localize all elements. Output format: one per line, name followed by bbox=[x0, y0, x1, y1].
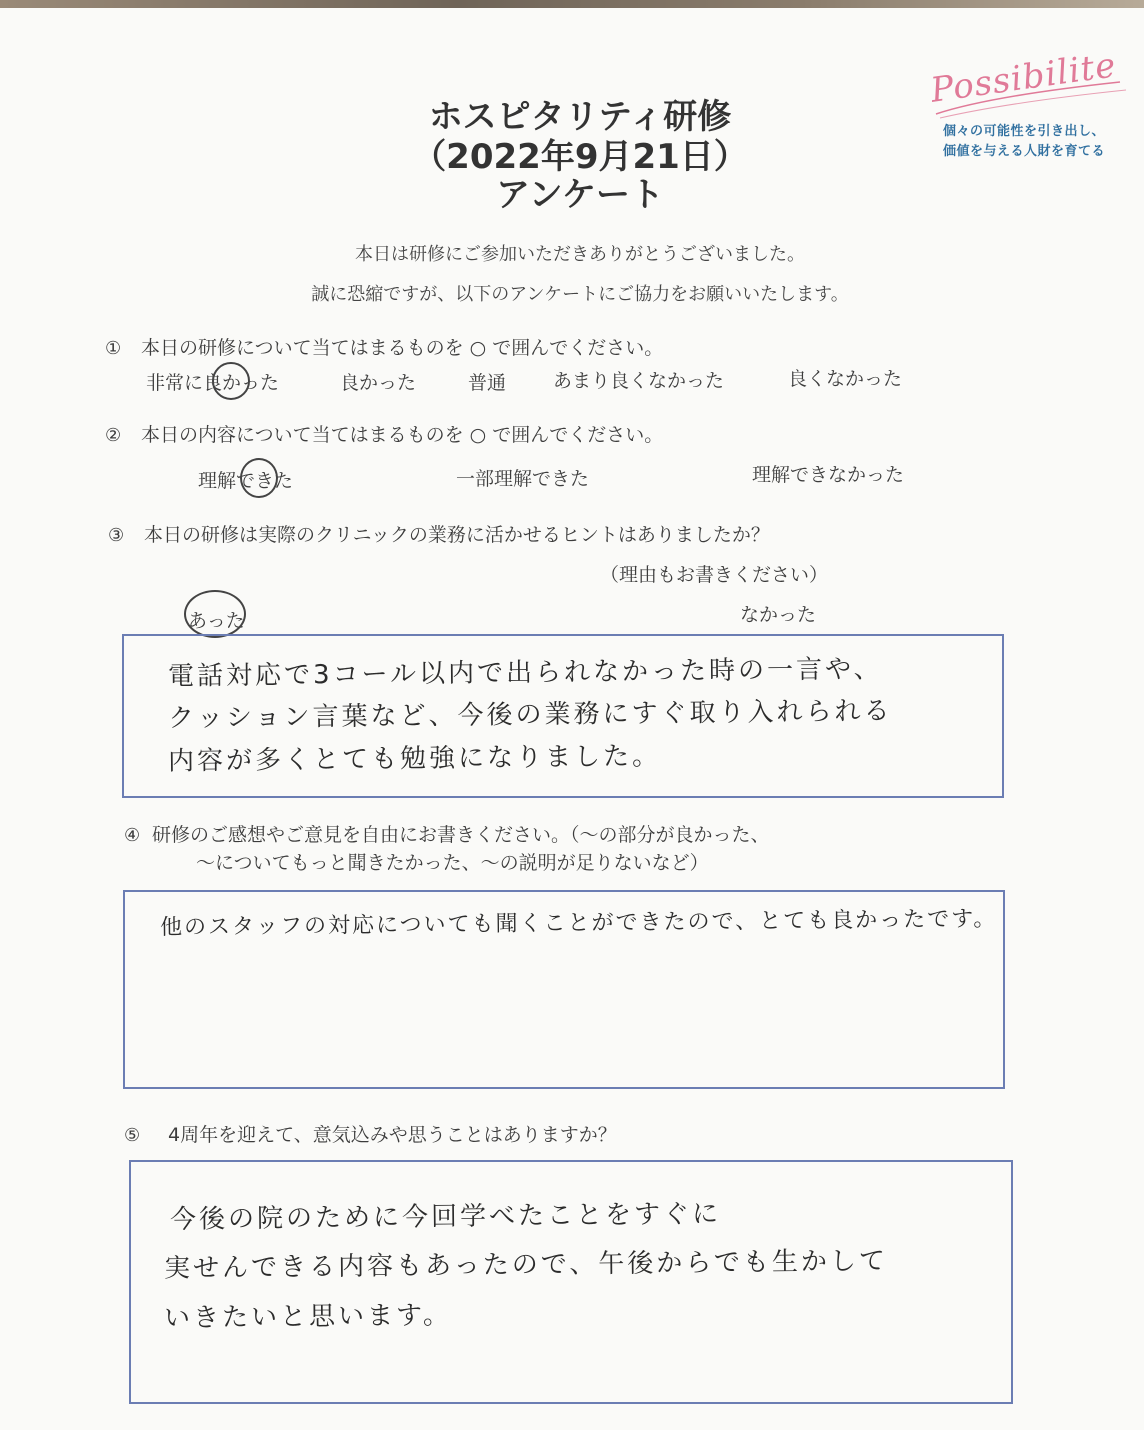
question-5 bbox=[124, 1120, 617, 1147]
q1-option-good: 良かった bbox=[340, 372, 417, 394]
q3-answer-line-3: 内容が多くとても勉強になりました。 bbox=[167, 741, 662, 777]
title-line-3: アンケート bbox=[496, 175, 664, 215]
question-4-number: ④ bbox=[124, 825, 141, 846]
question-3-text: 本日の研修は実際のクリニックの業務に活かせるヒントはありましたか？ bbox=[144, 524, 770, 546]
q1-option-normal: 普通 bbox=[468, 372, 507, 394]
logo-tagline-2: 価値を与える人財を育てる bbox=[943, 144, 1106, 159]
q2-option-not-understood: 理解できなかった bbox=[752, 464, 905, 486]
q5-answer-line-2: 実せんできる内容もあったので、午後からでも生かして bbox=[163, 1246, 889, 1284]
q5-answer-line-1: 今後の院のために今回学べたことをすぐに bbox=[169, 1199, 722, 1235]
q4-answer-line-1: 他のスタッフの対応についても聞くことができたので、とても良かったです。 bbox=[159, 906, 998, 941]
question-2 bbox=[105, 420, 663, 447]
q3-answer-line-1: 電話対応で3コール以内で出られなかった時の一言や、 bbox=[167, 654, 883, 692]
q3-answer-line-2: クッション言葉など、今後の業務にすぐ取り入れられる bbox=[167, 696, 893, 734]
question-5-text: 4周年を迎えて、意気込みや思うことはありますか？ bbox=[168, 1124, 617, 1146]
title-line-1: ホスピタリティ研修 bbox=[428, 97, 732, 137]
q3-answer-circle bbox=[184, 590, 246, 638]
logo-brand: Possibilite bbox=[928, 45, 1119, 111]
logo-tagline-1: 個々の可能性を引き出し、 bbox=[943, 124, 1106, 139]
question-3 bbox=[108, 520, 770, 547]
question-3-number: ③ bbox=[108, 525, 125, 546]
q1-option-bad: 良くなかった bbox=[788, 368, 903, 390]
q5-answer-line-3: いきたいと思います。 bbox=[163, 1300, 453, 1334]
question-3-note: （理由もお書きください） bbox=[600, 564, 829, 586]
q1-answer-circle bbox=[212, 362, 250, 400]
question-5-number: ⑤ bbox=[124, 1125, 141, 1146]
title-line-2: （2022年9月21日） bbox=[412, 137, 748, 177]
question-4 bbox=[124, 820, 770, 847]
q2-option-partly: 一部理解できた bbox=[456, 468, 590, 490]
question-4-text-2: ～についてもっと聞きたかった、～の説明が足りないなど） bbox=[196, 852, 709, 874]
question-1-text: 本日の研修について当てはまるものを ○ で囲んでください。 bbox=[141, 337, 664, 359]
question-4-text: 研修のご感想やご意見を自由にお書きください。（～の部分が良かった、 bbox=[152, 824, 770, 846]
q2-answer-circle bbox=[240, 458, 278, 498]
question-2-text: 本日の内容について当てはまるものを ○ で囲んでください。 bbox=[141, 424, 664, 446]
q2-option-understood: 理解できた bbox=[198, 470, 294, 492]
q1-option-very-good: 非常に良かった bbox=[146, 372, 280, 394]
intro-line-1: 本日は研修にご参加いただきありがとうございました。 bbox=[355, 244, 805, 265]
q3-option-yes: あった bbox=[188, 610, 245, 632]
question-1 bbox=[105, 333, 663, 360]
question-1-number: ① bbox=[105, 338, 122, 359]
q1-option-not-so-good: あまり良くなかった bbox=[553, 370, 725, 392]
intro-line-2: 誠に恐縮ですが、以下のアンケートにご協力をお願いいたします。 bbox=[311, 284, 849, 305]
question-2-number: ② bbox=[105, 425, 122, 446]
q3-option-no: なかった bbox=[740, 604, 817, 626]
